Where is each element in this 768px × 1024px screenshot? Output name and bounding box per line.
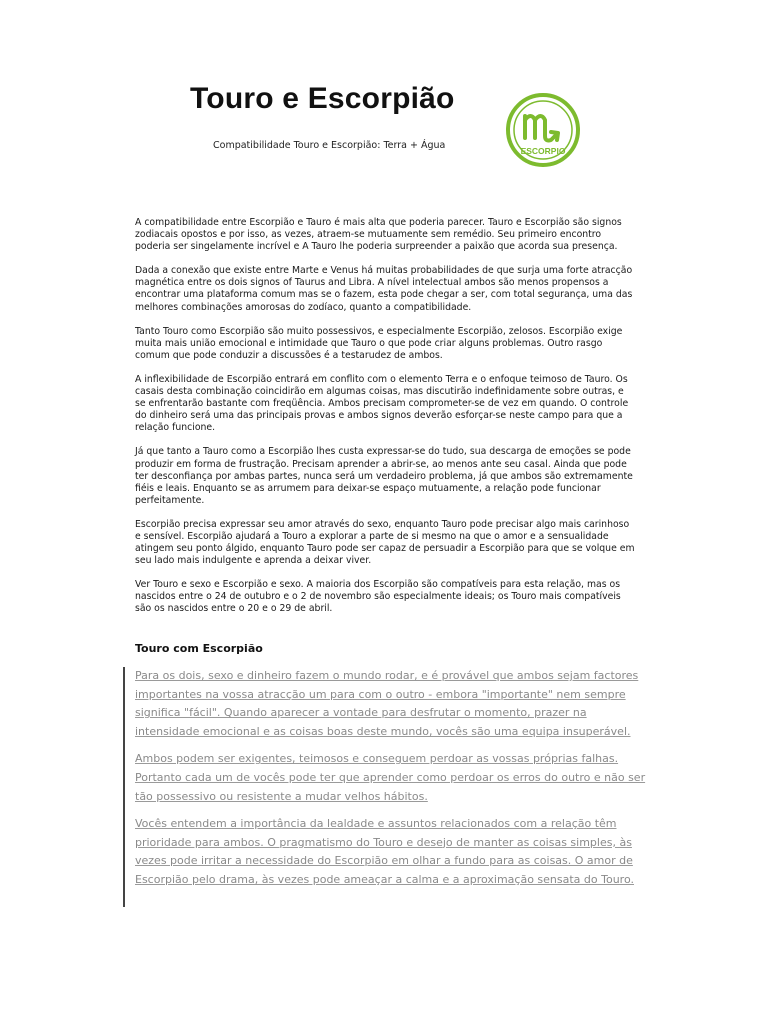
scorpio-logo (505, 92, 581, 168)
paragraph: A compatibilidade entre Escorpião e Tauro é mais alta que poderia parecer. Tauro e Escorpião são signos zodiacais opostos e por isso, as vezes, atraem-se mutuamente sem remédio. Seu primeiro encontro poderia ser singelamente incrível e A Tauro lhe poderia surpreender a paixão que acorda sua presença. (135, 217, 622, 253)
paragraph: Já que tanto a Tauro como a Escorpião lhes custa expressar-se do tudo, sua descarga de emoções se pode produzir em forma de frustração. Precisam aprender a abrir-se, ao menos ante seu casal. Ainda que pode ter desconfiança por ambas partes, nunca será um verdadeiro problema, já que ambos são extremamente fiéis e leais. Enquanto se as arrumem para deixar-se espaço mutuamente, a relação pode funcionar perfeitamente. (135, 446, 633, 506)
page-subtitle: Compatibilidade Touro e Escorpião: Terra + Água (213, 140, 446, 151)
article-body (135, 217, 635, 628)
paragraph: Escorpião precisa expressar seu amor através do sexo, enquanto Tauro pode precisar algo mais carinhoso e sensível. Escorpião ajudará a Touro a explorar a parte de si mesmo na que o amor e a sensualidade atingem seu ponto álgido, enquanto Tauro pode ser capaz de persuadir a Escorpião para que se volque em seu lado mais indulgente e aprenda a deixar viver. (135, 518, 635, 567)
paragraph: A inflexibilidade de Escorpião entrará em conflito com o elemento Terra e o enfoque teimoso de Tauro. Os casais desta combinação coincidirão em algumas coisas, mas discutirão indefinidamente sobre outras, e se enfrentarão bastante com freqüência. Ambos precisam comprometer-se de vez em quando. O controle do dinheiro será uma das principais provas e ambos signos deverão esforçar-se neste campo para que a relação funcione. (135, 373, 629, 434)
paragraph: Dada a conexão que existe entre Marte e Venus há muitas probabilidades de que surja uma forte atracção magnética entre os dois signos of Taurus and Libra. A nível intelectual ambos são menos propensos a encontrar uma plataforma comum mas se o fazem, esta pode chegar a ser, com total segurança, uma das melhores combinações amorosas do zodíaco, quanto a compatibilidade. (135, 265, 633, 313)
quote-link[interactable]: Ambos podem ser exigentes, teimosos e conseguem perdoar as vossas próprias falhas. Portanto cada um de vocês pode ter que aprender como perdoar os erros do outro e não ser tão possessivo ou resistente a mudar velhos hábitos. (135, 752, 646, 803)
section-heading: Touro com Escorpião (135, 642, 263, 655)
quote-link[interactable]: Vocês entendem a importância da lealdade e assuntos relacionados com a relação têm prioridade para ambos. O pragmatismo do Touro e desejo de manter as coisas simples, às vezes pode irritar a necessidade do Escorpião em olhar a fundo para as coisas. O amor de Escorpião pelo drama, às vezes pode ameaçar a calma e a aproximação sensata do Touro. (135, 817, 634, 886)
quote-block (123, 667, 650, 907)
page-title: Touro e Escorpião (190, 82, 455, 115)
paragraph: Tanto Touro como Escorpião são muito possessivos, e especialmente Escorpião, zelosos. Escorpião exige muita mais união emocional e intimidade que Tauro o que pode criar alguns problemas. Outro rasgo comum que pode conduzir a discussões é a testarudez de ambos. (135, 325, 623, 361)
quote-link[interactable]: Para os dois, sexo e dinheiro fazem o mundo rodar, e é provável que ambos sejam factores importantes na vossa atracção um para com o outro - embora "importante" nem sempre significa "fácil". Quando aparecer a vontade para desfrutar o momento, prazer na intensidade emocional e as coisas boas deste mundo, vocês são uma equipa insuperável. (135, 669, 639, 738)
paragraph: Ver Touro e sexo e Escorpião e sexo. A maioria dos Escorpião são compatíveis para esta relação, mas os nascidos entre o 24 de outubro e o 2 de novembro são especialmente ideais; os Touro mais compatíveis são os nascidos entre o 20 e o 29 de abril. (135, 579, 621, 615)
logo-text: ESCORPIO (520, 146, 566, 156)
